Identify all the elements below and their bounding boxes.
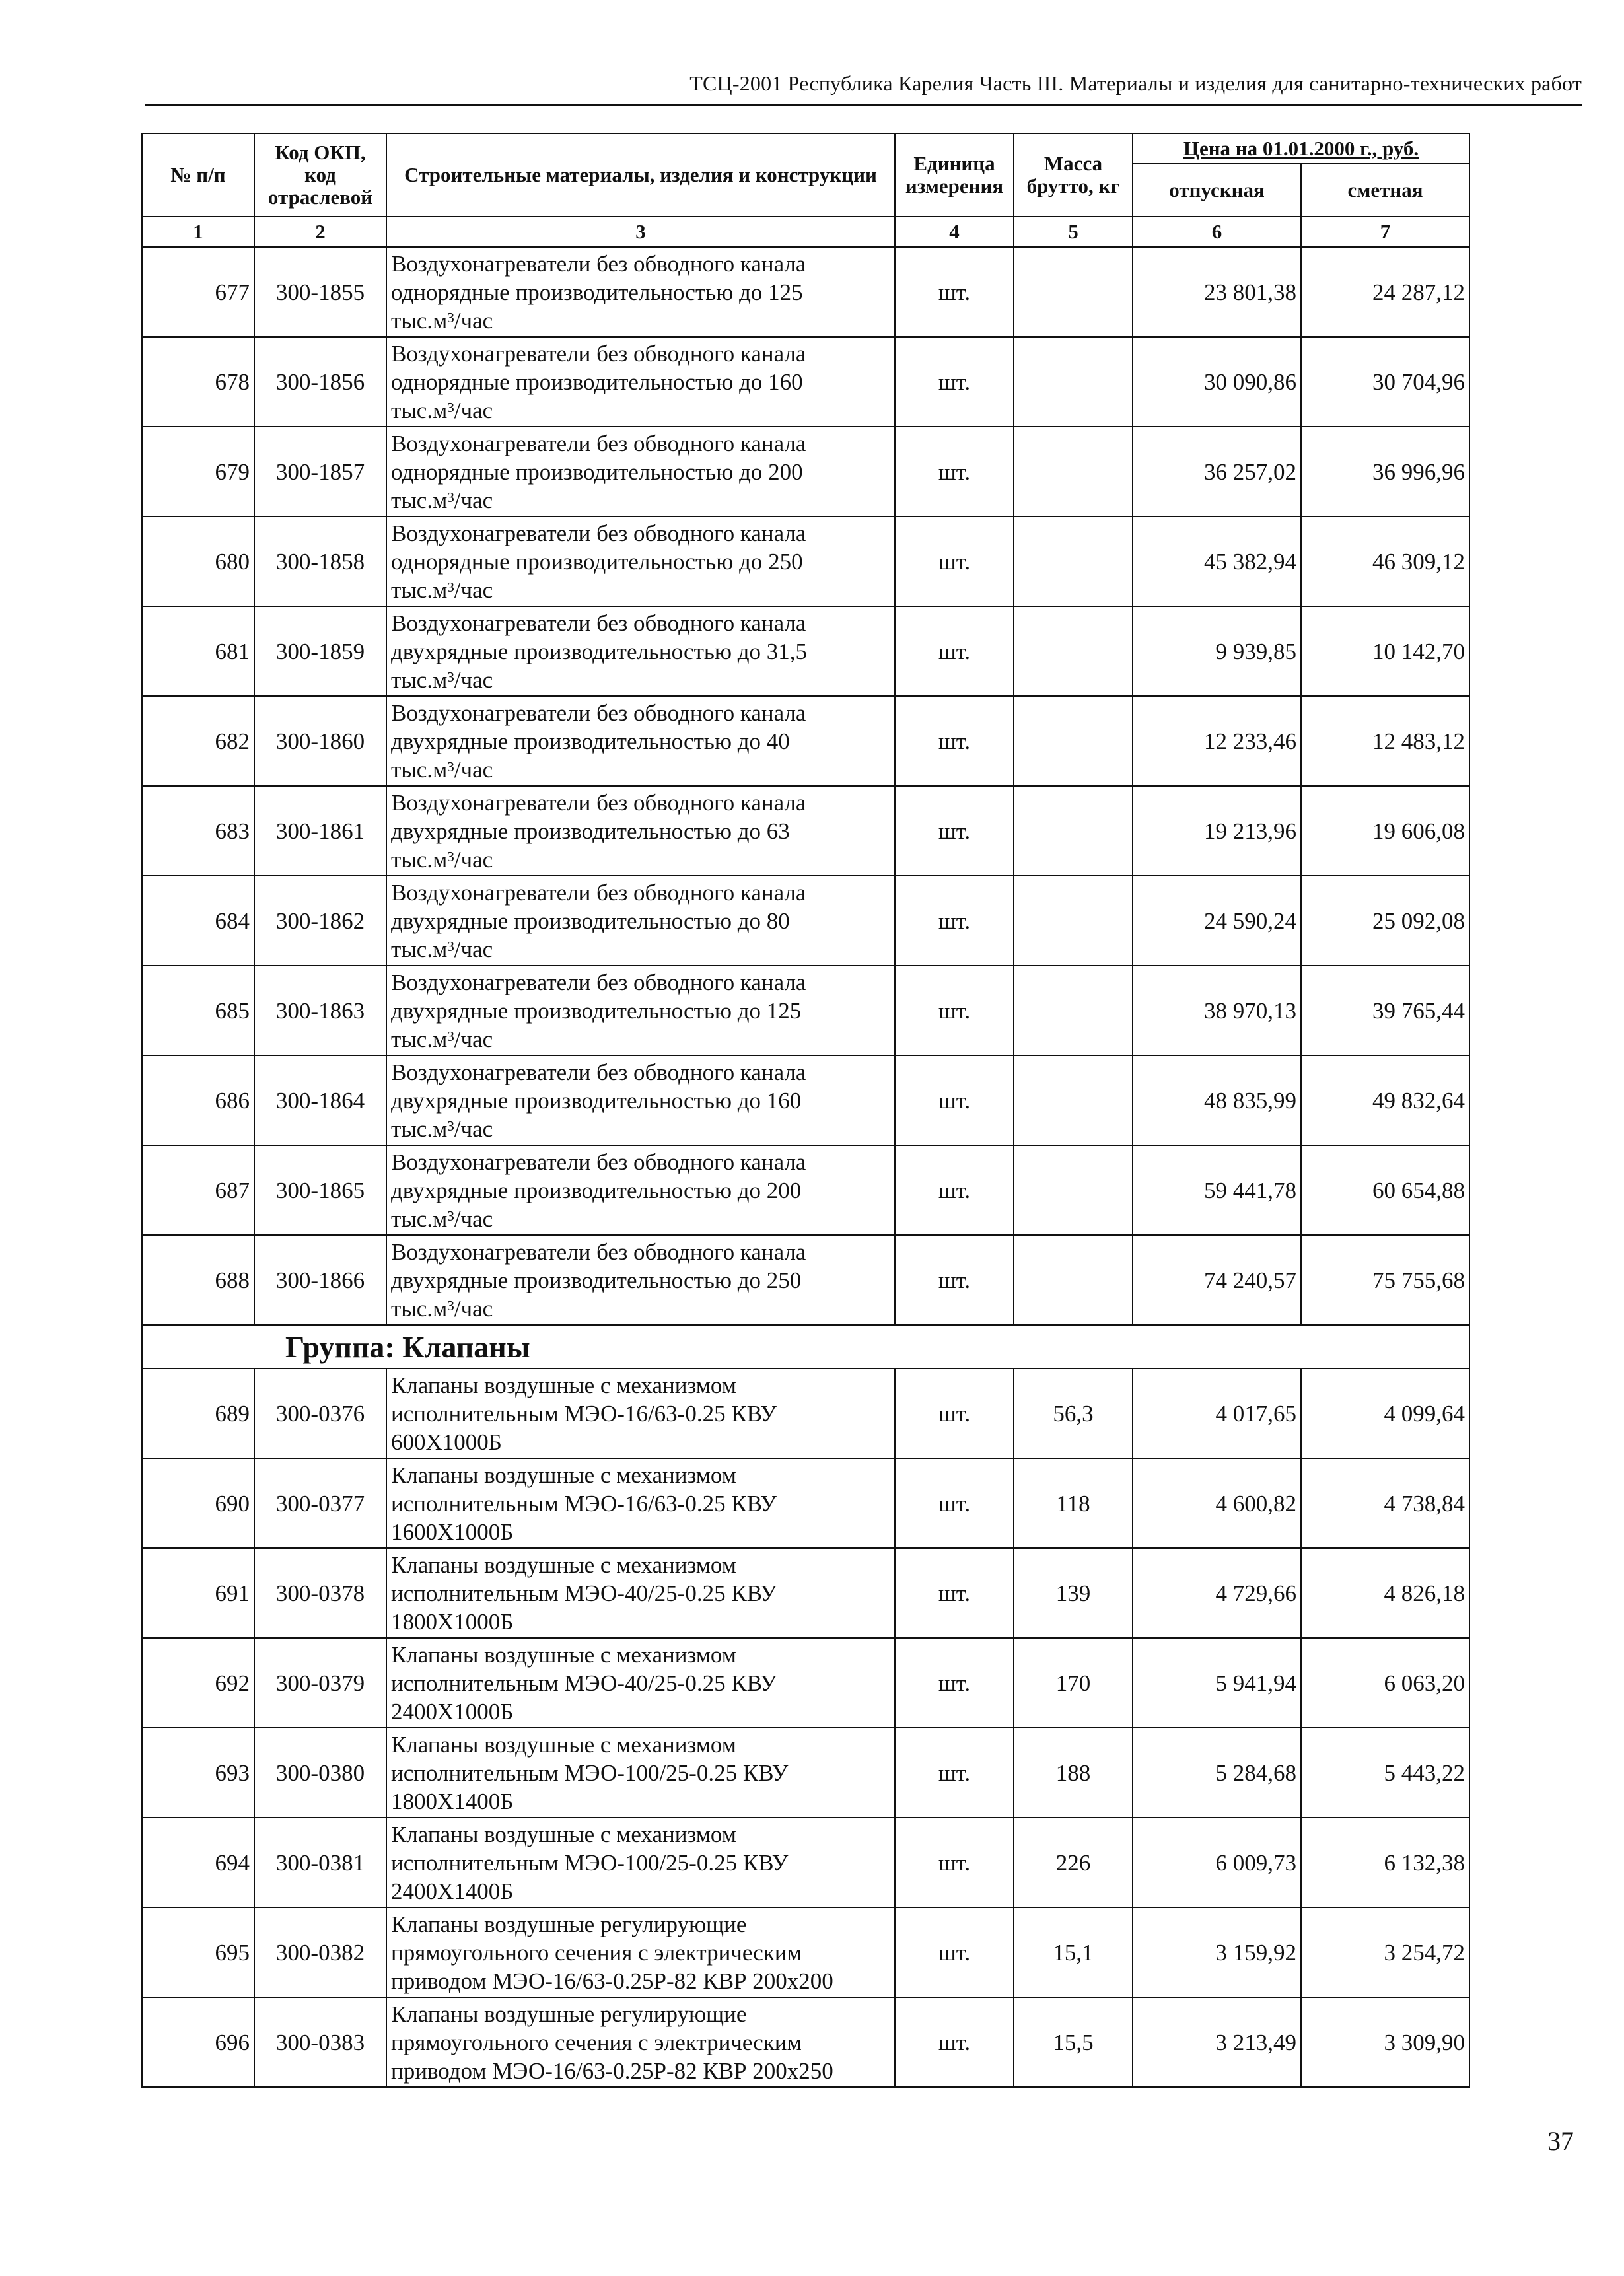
estimate-price-cell: 3 254,72 bbox=[1301, 1907, 1469, 1997]
description-cell bbox=[386, 1369, 895, 1458]
description-line: Воздухонагреватели без обводного канала bbox=[391, 430, 806, 456]
col-header-mass: Масса брутто, кг bbox=[1014, 133, 1133, 217]
table-row bbox=[142, 1548, 1469, 1638]
description-cell bbox=[386, 427, 895, 516]
description-line: тыс.м³/час bbox=[391, 756, 493, 783]
description-line: двухрядные производительностью до 160 bbox=[391, 1087, 802, 1114]
release-price-cell: 59 441,78 bbox=[1133, 1145, 1301, 1235]
mass-cell bbox=[1014, 696, 1133, 786]
okp-code-cell: 300-0378 bbox=[254, 1548, 386, 1638]
description-cell bbox=[386, 876, 895, 966]
description-cell bbox=[386, 1235, 895, 1325]
description-cell bbox=[386, 1458, 895, 1548]
release-price-cell: 48 835,99 bbox=[1133, 1055, 1301, 1145]
estimate-price-cell: 4 099,64 bbox=[1301, 1369, 1469, 1458]
description-line: Воздухонагреватели без обводного канала bbox=[391, 1149, 806, 1175]
description-line: Воздухонагреватели без обводного канала bbox=[391, 250, 806, 277]
row-number-cell: 679 bbox=[142, 427, 254, 516]
description-line: двухрядные производительностью до 63 bbox=[391, 818, 790, 844]
col-header-okp: Код ОКП, код отраслевой bbox=[254, 133, 386, 217]
okp-code-cell: 300-0379 bbox=[254, 1638, 386, 1728]
okp-code-cell: 300-1860 bbox=[254, 696, 386, 786]
running-header: ТСЦ-2001 Республика Карелия Часть III. Материалы и изделия для санитарно-технических работ bbox=[689, 71, 1582, 95]
table-row bbox=[142, 696, 1469, 786]
description-line: тыс.м³/час bbox=[391, 487, 493, 513]
description-line: тыс.м³/час bbox=[391, 1026, 493, 1052]
release-price-cell: 9 939,85 bbox=[1133, 606, 1301, 696]
description-line: однорядные производительностью до 200 bbox=[391, 458, 803, 485]
unit-cell: шт. bbox=[895, 1369, 1014, 1458]
okp-code-cell: 300-1855 bbox=[254, 247, 386, 337]
table-row bbox=[142, 1458, 1469, 1548]
unit-cell: шт. bbox=[895, 1458, 1014, 1548]
description-line: исполнительным МЭО-40/25-0.25 КВУ bbox=[391, 1580, 777, 1606]
row-number-cell: 695 bbox=[142, 1907, 254, 1997]
release-price-cell: 45 382,94 bbox=[1133, 516, 1301, 606]
row-number-cell: 690 bbox=[142, 1458, 254, 1548]
description-line: исполнительным МЭО-40/25-0.25 КВУ bbox=[391, 1670, 777, 1696]
estimate-price-cell: 4 826,18 bbox=[1301, 1548, 1469, 1638]
mass-cell: 139 bbox=[1014, 1548, 1133, 1638]
description-line: тыс.м³/час bbox=[391, 846, 493, 872]
description-line: Клапаны воздушные регулирующие bbox=[391, 1911, 747, 1937]
release-price-cell: 5 284,68 bbox=[1133, 1728, 1301, 1818]
table-row bbox=[142, 337, 1469, 427]
estimate-price-cell: 30 704,96 bbox=[1301, 337, 1469, 427]
description-line: Клапаны воздушные с механизмом bbox=[391, 1821, 736, 1847]
header-rule bbox=[145, 104, 1582, 106]
okp-code-cell: 300-1858 bbox=[254, 516, 386, 606]
estimate-price-cell: 5 443,22 bbox=[1301, 1728, 1469, 1818]
okp-code-cell: 300-0383 bbox=[254, 1997, 386, 2087]
okp-code-cell: 300-1857 bbox=[254, 427, 386, 516]
description-line: исполнительным МЭО-16/63-0.25 КВУ bbox=[391, 1490, 777, 1516]
description-line: двухрядные производительностью до 80 bbox=[391, 907, 790, 934]
table-row bbox=[142, 1907, 1469, 1997]
description-line: Воздухонагреватели без обводного канала bbox=[391, 1059, 806, 1085]
okp-code-cell: 300-1864 bbox=[254, 1055, 386, 1145]
description-line: тыс.м³/час bbox=[391, 1205, 493, 1232]
col-header-price-estimate: сметная bbox=[1301, 164, 1469, 217]
mass-cell bbox=[1014, 1235, 1133, 1325]
row-number-cell: 683 bbox=[142, 786, 254, 876]
release-price-cell: 23 801,38 bbox=[1133, 247, 1301, 337]
description-line: Воздухонагреватели без обводного канала bbox=[391, 879, 806, 906]
okp-code-cell: 300-1863 bbox=[254, 966, 386, 1055]
col-header-num: № п/п bbox=[142, 133, 254, 217]
mass-cell: 15,1 bbox=[1014, 1907, 1133, 1997]
unit-cell: шт. bbox=[895, 1638, 1014, 1728]
unit-cell: шт. bbox=[895, 966, 1014, 1055]
release-price-cell: 5 941,94 bbox=[1133, 1638, 1301, 1728]
okp-code-cell: 300-0380 bbox=[254, 1728, 386, 1818]
col-header-price-release: отпускная bbox=[1133, 164, 1301, 217]
table-row bbox=[142, 606, 1469, 696]
table-row bbox=[142, 1818, 1469, 1907]
estimate-price-cell: 60 654,88 bbox=[1301, 1145, 1469, 1235]
description-line: однорядные производительностью до 250 bbox=[391, 548, 803, 575]
unit-cell: шт. bbox=[895, 247, 1014, 337]
col-header-unit: Единица измерения bbox=[895, 133, 1014, 217]
unit-cell: шт. bbox=[895, 1548, 1014, 1638]
unit-cell: шт. bbox=[895, 1055, 1014, 1145]
description-line: 2400Х1000Б bbox=[391, 1698, 514, 1725]
unit-cell: шт. bbox=[895, 1145, 1014, 1235]
description-line: приводом МЭО-16/63-0.25Р-82 КВР 200х250 bbox=[391, 2057, 833, 2084]
description-line: однорядные производительностью до 160 bbox=[391, 369, 803, 395]
table-row bbox=[142, 1638, 1469, 1728]
description-line: исполнительным МЭО-100/25-0.25 КВУ bbox=[391, 1760, 789, 1786]
unit-cell: шт. bbox=[895, 1997, 1014, 2087]
table-row bbox=[142, 516, 1469, 606]
mass-cell bbox=[1014, 1145, 1133, 1235]
description-line: однорядные производительностью до 125 bbox=[391, 279, 803, 305]
description-line: двухрядные производительностью до 200 bbox=[391, 1177, 802, 1203]
row-number-cell: 687 bbox=[142, 1145, 254, 1235]
description-cell bbox=[386, 1728, 895, 1818]
column-number: 1 bbox=[142, 217, 254, 247]
description-line: двухрядные производительностью до 125 bbox=[391, 997, 802, 1024]
description-cell bbox=[386, 606, 895, 696]
description-cell bbox=[386, 337, 895, 427]
description-line: Клапаны воздушные с механизмом bbox=[391, 1462, 736, 1488]
mass-cell: 170 bbox=[1014, 1638, 1133, 1728]
estimate-price-cell: 39 765,44 bbox=[1301, 966, 1469, 1055]
release-price-cell: 38 970,13 bbox=[1133, 966, 1301, 1055]
description-line: Воздухонагреватели без обводного канала bbox=[391, 969, 806, 995]
release-price-cell: 4 017,65 bbox=[1133, 1369, 1301, 1458]
description-line: тыс.м³/час bbox=[391, 1295, 493, 1322]
description-line: Клапаны воздушные с механизмом bbox=[391, 1731, 736, 1758]
table-row bbox=[142, 1145, 1469, 1235]
description-cell bbox=[386, 1638, 895, 1728]
unit-cell: шт. bbox=[895, 876, 1014, 966]
column-number: 6 bbox=[1133, 217, 1301, 247]
column-number: 5 bbox=[1014, 217, 1133, 247]
description-line: исполнительным МЭО-100/25-0.25 КВУ bbox=[391, 1849, 789, 1876]
description-cell bbox=[386, 1997, 895, 2087]
estimate-price-cell: 19 606,08 bbox=[1301, 786, 1469, 876]
description-line: Клапаны воздушные с механизмом bbox=[391, 1551, 736, 1578]
unit-cell: шт. bbox=[895, 516, 1014, 606]
estimate-price-cell: 3 309,90 bbox=[1301, 1997, 1469, 2087]
unit-cell: шт. bbox=[895, 1235, 1014, 1325]
description-cell bbox=[386, 516, 895, 606]
description-cell bbox=[386, 696, 895, 786]
table-row bbox=[142, 1055, 1469, 1145]
description-line: Воздухонагреватели без обводного канала bbox=[391, 699, 806, 726]
description-line: тыс.м³/час bbox=[391, 1116, 493, 1142]
description-line: Клапаны воздушные регулирующие bbox=[391, 2001, 747, 2027]
table-row bbox=[142, 247, 1469, 337]
mass-cell bbox=[1014, 876, 1133, 966]
release-price-cell: 3 159,92 bbox=[1133, 1907, 1301, 1997]
release-price-cell: 4 729,66 bbox=[1133, 1548, 1301, 1638]
description-line: тыс.м³/час bbox=[391, 577, 493, 603]
description-line: тыс.м³/час bbox=[391, 397, 493, 423]
release-price-cell: 36 257,02 bbox=[1133, 427, 1301, 516]
estimate-price-cell: 75 755,68 bbox=[1301, 1235, 1469, 1325]
estimate-price-cell: 36 996,96 bbox=[1301, 427, 1469, 516]
description-cell bbox=[386, 1055, 895, 1145]
row-number-cell: 694 bbox=[142, 1818, 254, 1907]
description-line: прямоугольного сечения с электрическим bbox=[391, 1939, 802, 1966]
mass-cell bbox=[1014, 337, 1133, 427]
description-line: Воздухонагреватели без обводного канала bbox=[391, 610, 806, 636]
description-line: приводом МЭО-16/63-0.25Р-82 КВР 200х200 bbox=[391, 1968, 833, 1994]
mass-cell: 118 bbox=[1014, 1458, 1133, 1548]
description-line: 2400Х1400Б bbox=[391, 1878, 514, 1904]
row-number-cell: 680 bbox=[142, 516, 254, 606]
description-cell bbox=[386, 966, 895, 1055]
description-line: 600Х1000Б bbox=[391, 1429, 502, 1455]
page-number: 37 bbox=[1547, 2126, 1574, 2156]
unit-cell: шт. bbox=[895, 427, 1014, 516]
description-line: исполнительным МЭО-16/63-0.25 КВУ bbox=[391, 1400, 777, 1427]
unit-cell: шт. bbox=[895, 696, 1014, 786]
estimate-price-cell: 49 832,64 bbox=[1301, 1055, 1469, 1145]
estimate-price-cell: 4 738,84 bbox=[1301, 1458, 1469, 1548]
col-header-price-group: Цена на 01.01.2000 г., руб. bbox=[1133, 133, 1469, 164]
description-line: прямоугольного сечения с электрическим bbox=[391, 2029, 802, 2055]
column-number: 4 bbox=[895, 217, 1014, 247]
row-number-cell: 691 bbox=[142, 1548, 254, 1638]
release-price-cell: 30 090,86 bbox=[1133, 337, 1301, 427]
okp-code-cell: 300-1865 bbox=[254, 1145, 386, 1235]
description-line: 1600Х1000Б bbox=[391, 1518, 514, 1545]
estimate-price-cell: 10 142,70 bbox=[1301, 606, 1469, 696]
description-line: Клапаны воздушные с механизмом bbox=[391, 1641, 736, 1668]
column-number: 2 bbox=[254, 217, 386, 247]
release-price-cell: 24 590,24 bbox=[1133, 876, 1301, 966]
description-cell bbox=[386, 1548, 895, 1638]
table-row bbox=[142, 786, 1469, 876]
unit-cell: шт. bbox=[895, 337, 1014, 427]
mass-cell bbox=[1014, 1055, 1133, 1145]
release-price-cell: 6 009,73 bbox=[1133, 1818, 1301, 1907]
description-line: двухрядные производительностью до 31,5 bbox=[391, 638, 808, 664]
release-price-cell: 4 600,82 bbox=[1133, 1458, 1301, 1548]
description-line: тыс.м³/час bbox=[391, 307, 493, 334]
table-row bbox=[142, 1728, 1469, 1818]
row-number-cell: 678 bbox=[142, 337, 254, 427]
mass-cell bbox=[1014, 786, 1133, 876]
row-number-cell: 686 bbox=[142, 1055, 254, 1145]
materials-price-table bbox=[141, 133, 1470, 2088]
mass-cell bbox=[1014, 516, 1133, 606]
mass-cell bbox=[1014, 966, 1133, 1055]
estimate-price-cell: 6 063,20 bbox=[1301, 1638, 1469, 1728]
mass-cell bbox=[1014, 606, 1133, 696]
mass-cell: 188 bbox=[1014, 1728, 1133, 1818]
release-price-cell: 3 213,49 bbox=[1133, 1997, 1301, 2087]
row-number-cell: 685 bbox=[142, 966, 254, 1055]
mass-cell: 56,3 bbox=[1014, 1369, 1133, 1458]
row-number-cell: 681 bbox=[142, 606, 254, 696]
row-number-cell: 696 bbox=[142, 1997, 254, 2087]
column-number: 7 bbox=[1301, 217, 1469, 247]
description-line: 1800Х1000Б bbox=[391, 1608, 514, 1635]
description-cell bbox=[386, 1145, 895, 1235]
col-header-desc: Строительные материалы, изделия и конструкции bbox=[386, 133, 895, 217]
release-price-cell: 12 233,46 bbox=[1133, 696, 1301, 786]
estimate-price-cell: 25 092,08 bbox=[1301, 876, 1469, 966]
group-header-row bbox=[142, 1325, 1469, 1369]
estimate-price-cell: 12 483,12 bbox=[1301, 696, 1469, 786]
row-number-cell: 692 bbox=[142, 1638, 254, 1728]
column-numbers-row bbox=[142, 217, 1469, 247]
release-price-cell: 74 240,57 bbox=[1133, 1235, 1301, 1325]
description-cell bbox=[386, 1818, 895, 1907]
description-line: тыс.м³/час bbox=[391, 936, 493, 962]
unit-cell: шт. bbox=[895, 1907, 1014, 1997]
estimate-price-cell: 46 309,12 bbox=[1301, 516, 1469, 606]
okp-code-cell: 300-0377 bbox=[254, 1458, 386, 1548]
row-number-cell: 684 bbox=[142, 876, 254, 966]
row-number-cell: 693 bbox=[142, 1728, 254, 1818]
okp-code-cell: 300-1866 bbox=[254, 1235, 386, 1325]
table-row bbox=[142, 876, 1469, 966]
mass-cell bbox=[1014, 247, 1133, 337]
okp-code-cell: 300-1859 bbox=[254, 606, 386, 696]
description-line: Воздухонагреватели без обводного канала bbox=[391, 789, 806, 816]
description-line: Воздухонагреватели без обводного канала bbox=[391, 340, 806, 367]
description-line: тыс.м³/час bbox=[391, 666, 493, 693]
table-row bbox=[142, 966, 1469, 1055]
table-row bbox=[142, 1369, 1469, 1458]
estimate-price-cell: 6 132,38 bbox=[1301, 1818, 1469, 1907]
mass-cell: 226 bbox=[1014, 1818, 1133, 1907]
row-number-cell: 682 bbox=[142, 696, 254, 786]
description-line: 1800Х1400Б bbox=[391, 1788, 514, 1814]
table-row bbox=[142, 1235, 1469, 1325]
okp-code-cell: 300-0376 bbox=[254, 1369, 386, 1458]
mass-cell: 15,5 bbox=[1014, 1997, 1133, 2087]
description-cell bbox=[386, 786, 895, 876]
row-number-cell: 688 bbox=[142, 1235, 254, 1325]
okp-code-cell: 300-1861 bbox=[254, 786, 386, 876]
mass-cell bbox=[1014, 427, 1133, 516]
unit-cell: шт. bbox=[895, 606, 1014, 696]
table-row bbox=[142, 427, 1469, 516]
okp-code-cell: 300-0382 bbox=[254, 1907, 386, 1997]
row-number-cell: 677 bbox=[142, 247, 254, 337]
unit-cell: шт. bbox=[895, 1818, 1014, 1907]
release-price-cell: 19 213,96 bbox=[1133, 786, 1301, 876]
description-line: Воздухонагреватели без обводного канала bbox=[391, 1238, 806, 1265]
description-cell bbox=[386, 247, 895, 337]
row-number-cell: 689 bbox=[142, 1369, 254, 1458]
okp-code-cell: 300-0381 bbox=[254, 1818, 386, 1907]
estimate-price-cell: 24 287,12 bbox=[1301, 247, 1469, 337]
okp-code-cell: 300-1862 bbox=[254, 876, 386, 966]
unit-cell: шт. bbox=[895, 786, 1014, 876]
okp-code-cell: 300-1856 bbox=[254, 337, 386, 427]
description-line: Воздухонагреватели без обводного канала bbox=[391, 520, 806, 546]
unit-cell: шт. bbox=[895, 1728, 1014, 1818]
column-number: 3 bbox=[386, 217, 895, 247]
description-line: двухрядные производительностью до 250 bbox=[391, 1267, 802, 1293]
group-title: Группа: Клапаны bbox=[142, 1325, 1469, 1369]
description-line: двухрядные производительностью до 40 bbox=[391, 728, 790, 754]
description-cell bbox=[386, 1907, 895, 1997]
description-line: Клапаны воздушные с механизмом bbox=[391, 1372, 736, 1398]
table-row bbox=[142, 1997, 1469, 2087]
